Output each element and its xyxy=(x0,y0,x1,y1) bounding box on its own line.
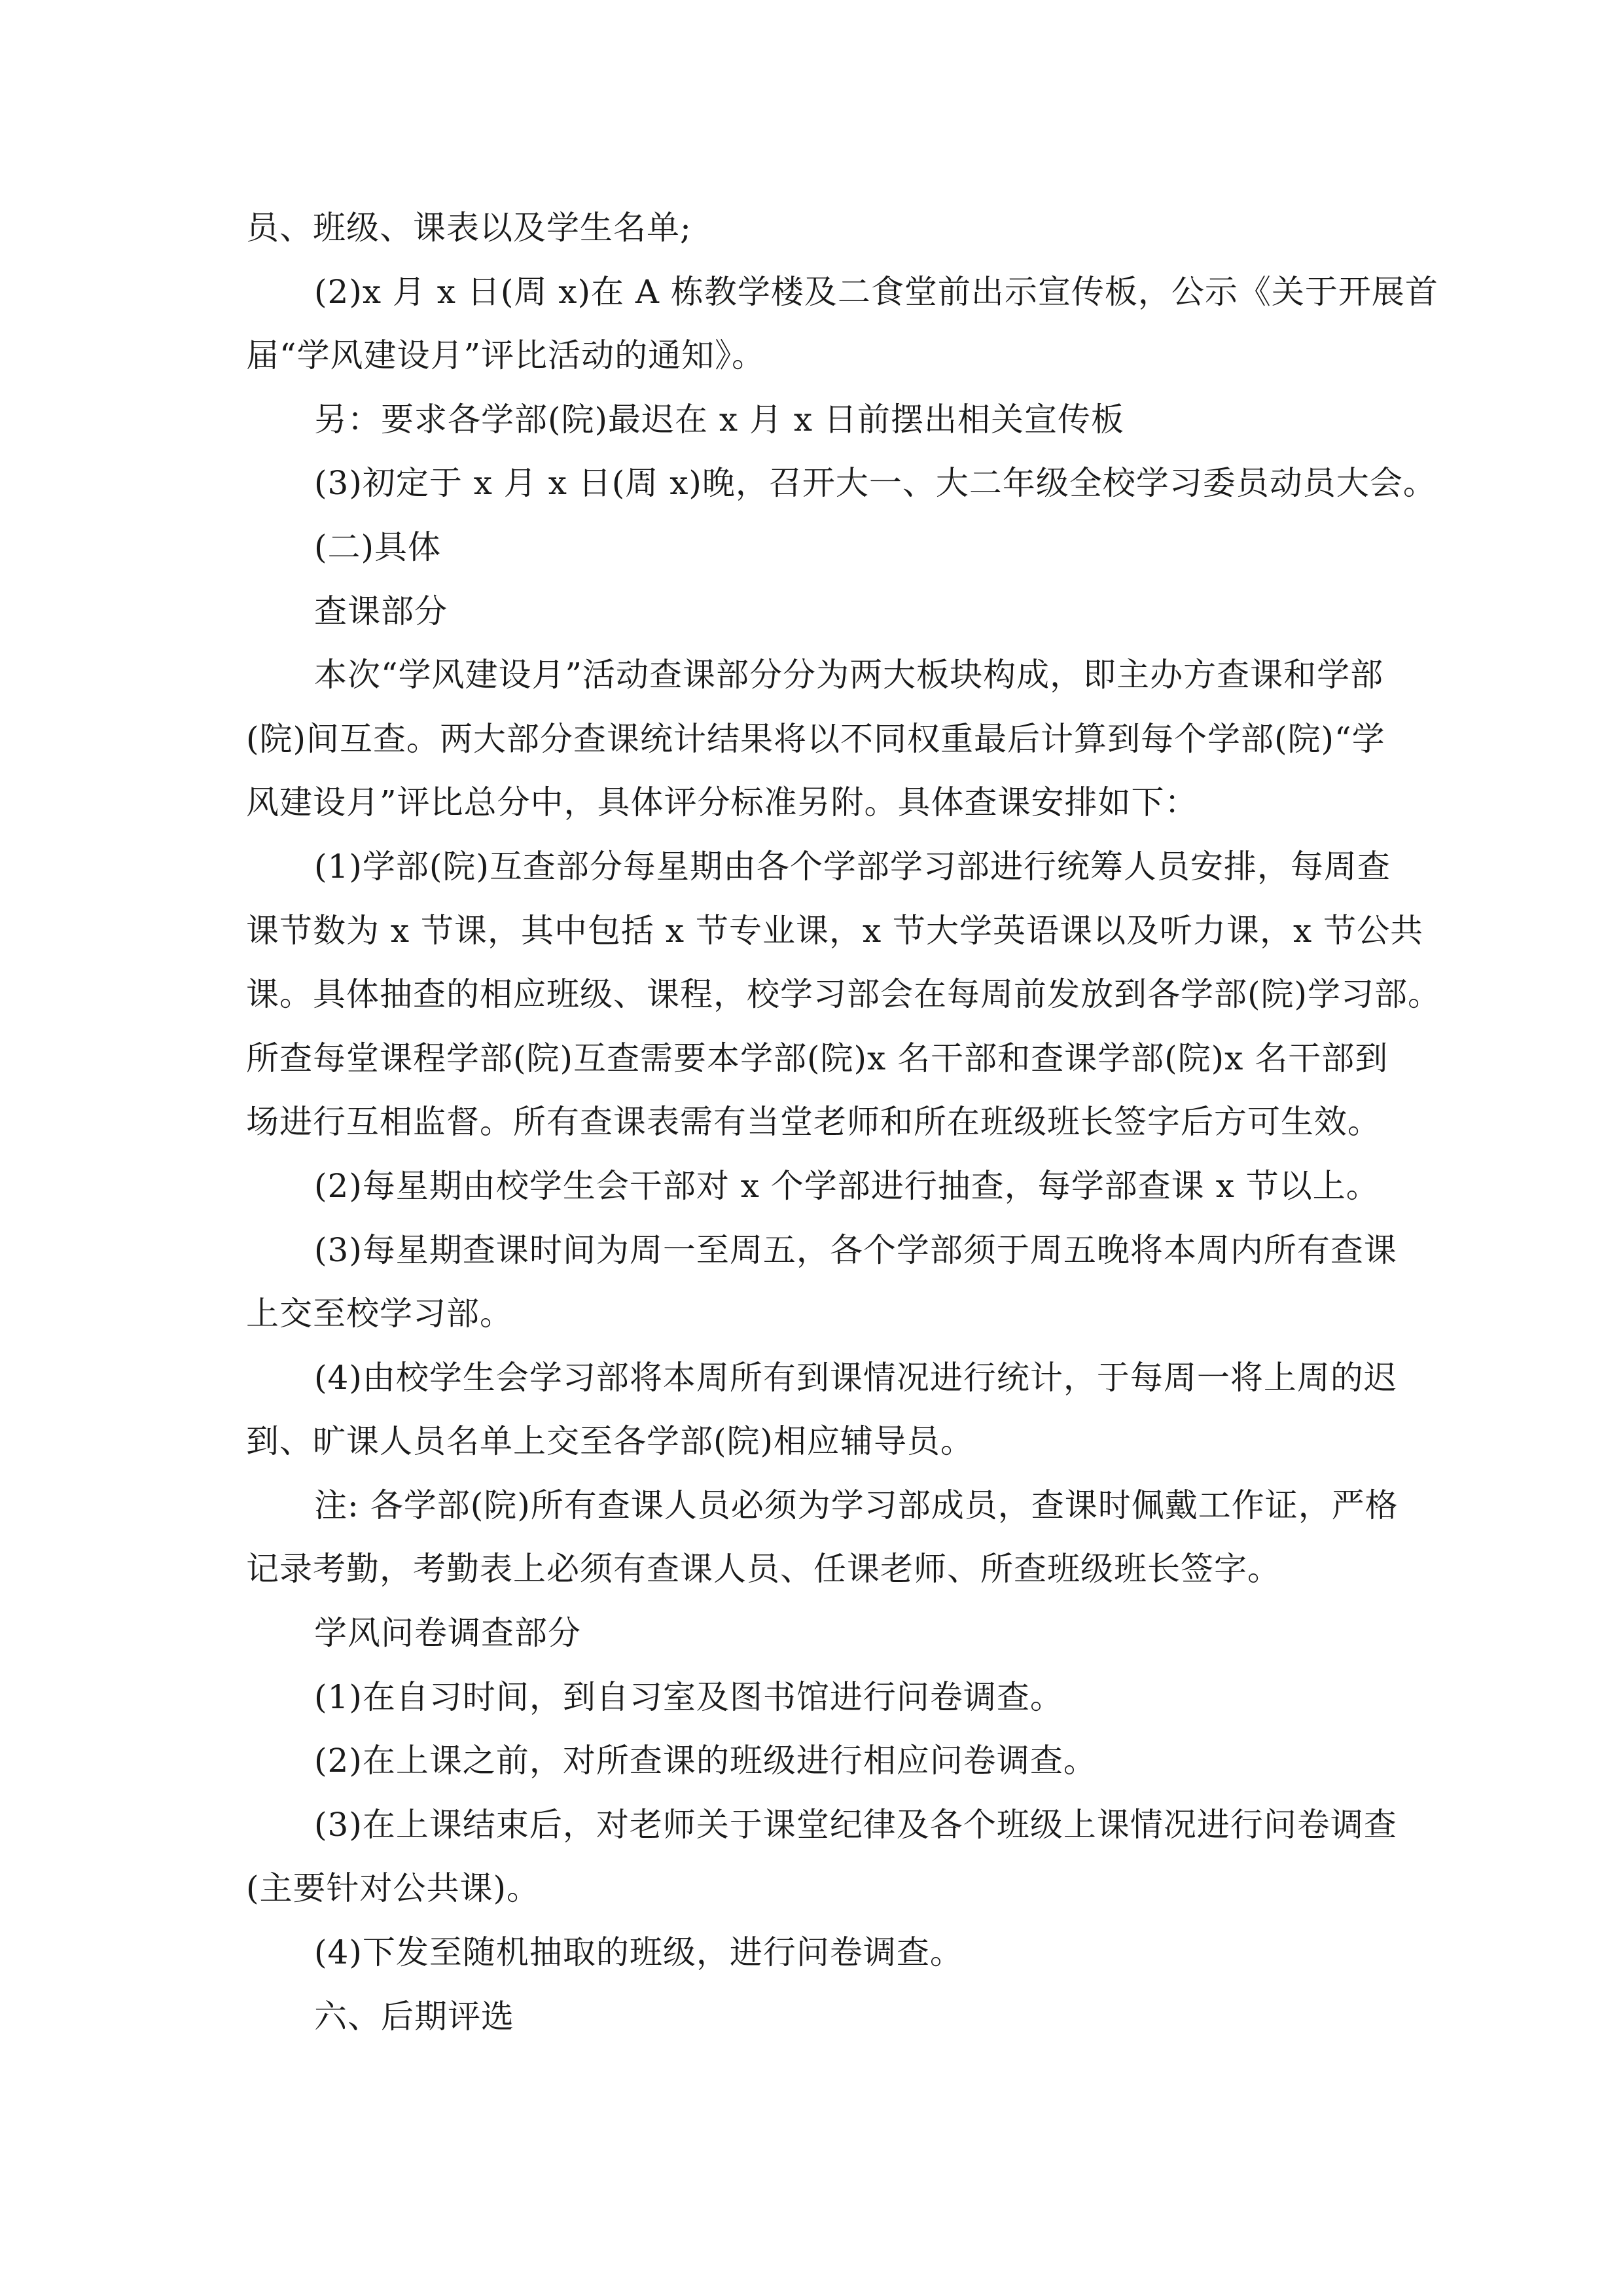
document-page xyxy=(246,196,1442,2049)
text-line: (1)学部(院)互查部分每星期由各个学部学习部进行统筹人员安排，每周查 xyxy=(314,847,1391,886)
text-line: 场进行互相监督。所有查课表需有当堂老师和所在班级班长签字后方可生效。 xyxy=(246,1103,1381,1141)
text-line: 到、旷课人员名单上交至各学部(院)相应辅导员。 xyxy=(246,1422,974,1461)
text-line: 学风问卷调查部分 xyxy=(314,1614,581,1653)
text-line: 注: 各学部(院)所有查课人员必须为学习部成员，查课时佩戴工作证，严格 xyxy=(314,1486,1399,1524)
text-line: (3)每星期查课时间为周一至周五，各个学部须于周五晚将本周内所有查课 xyxy=(314,1230,1397,1269)
text-line: (4)下发至随机抽取的班级，进行问卷调查。 xyxy=(314,1933,963,1972)
text-line: (3)在上课结束后，对老师关于课堂纪律及各个班级上课情况进行问卷调查 xyxy=(314,1805,1397,1844)
text-line: 届“学风建设月”评比活动的通知》。 xyxy=(246,336,766,375)
text-line: (2)在上课之前，对所查课的班级进行相应问卷调查。 xyxy=(314,1742,1097,1780)
text-line: 查课部分 xyxy=(314,592,448,630)
text-line: 另：要求各学部(院)最迟在 x 月 x 日前摆出相关宣传板 xyxy=(314,400,1124,439)
text-line: (1)在自习时间，到自习室及图书馆进行问卷调查。 xyxy=(314,1677,1063,1716)
text-line: 员、班级、课表以及学生名单; xyxy=(246,209,692,247)
text-line: 课节数为 x 节课，其中包括 x 节专业课，x 节大学英语课以及听力课，x 节公共 xyxy=(246,911,1424,950)
text-line: 上交至校学习部。 xyxy=(246,1295,513,1333)
text-line: 风建设月”评比总分中，具体评分标准另附。具体查课安排如下： xyxy=(246,783,1198,822)
text-line: (2)x 月 x 日(周 x)在 A 栋教学楼及二食堂前出示宣传板，公示《关于开展首 xyxy=(314,272,1438,311)
text-line: (主要针对公共课)。 xyxy=(246,1869,541,1908)
text-line: 所查每堂课程学部(院)互查需要本学部(院)x 名干部和查课学部(院)x 名干部到 xyxy=(246,1039,1389,1077)
text-line: (4)由校学生会学习部将本周所有到课情况进行统计，于每周一将上周的迟 xyxy=(314,1358,1397,1397)
text-line: 记录考勤，考勤表上必须有查课人员、任课老师、所查班级班长签字。 xyxy=(246,1550,1281,1588)
text-line: (二)具体 xyxy=(314,528,442,566)
text-line: 六、后期评选 xyxy=(314,1997,514,2036)
text-line: 课。具体抽查的相应班级、课程，校学习部会在每周前发放到各学部(院)学习部。 xyxy=(246,975,1442,1014)
text-line: (2)每星期由校学生会干部对 x 个学部进行抽查，每学部查课 x 节以上。 xyxy=(314,1166,1380,1205)
text-line: 本次“学风建设月”活动查课部分分为两大板块构成，即主办方查课和学部 xyxy=(314,656,1384,694)
text-line: (院)间互查。两大部分查课统计结果将以不同权重最后计算到每个学部(院)“学 xyxy=(246,719,1385,758)
text-line: (3)初定于 x 月 x 日(周 x)晚，召开大一、大二年级全校学习委员动员大会。 xyxy=(314,464,1436,503)
